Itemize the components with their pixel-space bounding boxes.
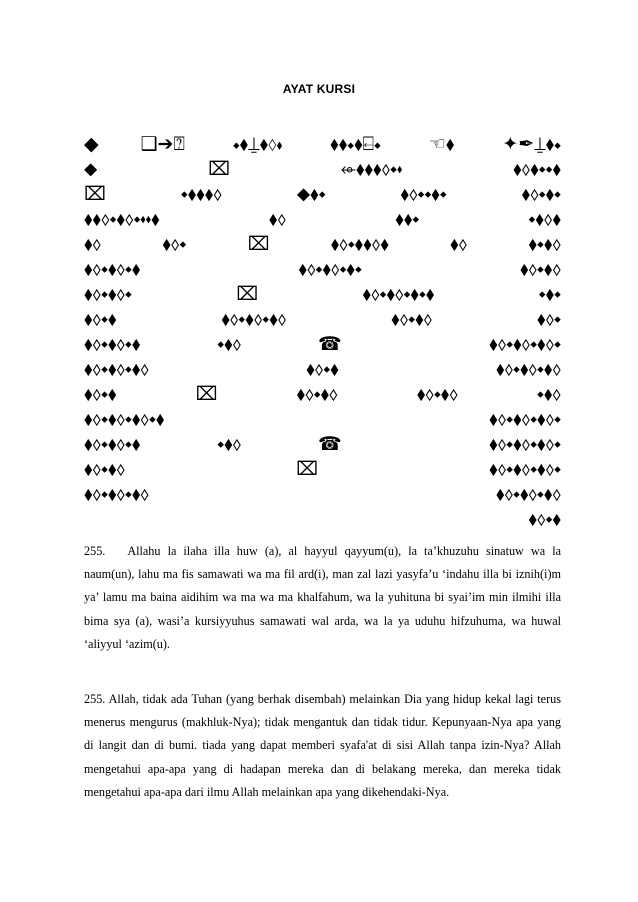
glyph-line: ⬧⬨⬩⬧⬨⬩⬧ ⬧⬨⬩⬧⬨⬩⬧⬩ ⬧⬨⬩⬧⬨ — [84, 258, 561, 280]
glyph-line: ⬥ ⌧ ⬰⬧⬧⬧⬨⬩⬪ ⬧⬨⬧⬩⬩⬧ — [84, 158, 561, 180]
glyph-line: ⬧⬨⬩⬧⬨ ⌧ ⬧⬨⬩⬧⬨⬩⬧⬨⬩ — [84, 458, 561, 480]
glyph-line: ⬧⬨⬩⬧ — [528, 508, 561, 530]
transliteration-text: Allahu la ilaha illa huw (a), al hayyul qayyum(u), la ta’khuzuhu sinatuw wa la naum(un), lahu ma fis samawati wa ma fil ard(i), man zal lazi yasyfa’u ‘indahu illa bi iznih(i)m ya’ lamu ma baina aidihim wa ma wa ma khalfahum, wa la yuhituna bi syai’im min ilmihi illa bima sya (a), wasi’a kursiyyuhus samawati wal arda, wa la ya uduhu hifzuhuma, wa huwal ‘aliyyul ‘azim(u). — [84, 544, 561, 651]
glyph-line: ◆❑➔⍰ ⬩⬧⍊⬧⬨⬪ ⬧⬧⬩⬧⍇⬩ ☜⬧ ✦✒⍊⬧⬩ — [84, 133, 561, 155]
page-title: AYAT KURSI — [282, 82, 356, 96]
arabic-glyph-block — [84, 132, 561, 532]
glyph-line: ⬧⬨⬩⬧⬨⬩⬧⬨⬩⬧ ⬧⬨⬩⬧⬨⬩⬧⬨⬩ — [84, 408, 561, 430]
glyph-line: ⬧⬨⬩⬧⬨⬩⬧⬨ ⬧⬨⬩⬧ ⬧⬨⬩⬧⬨⬩⬧⬨ — [84, 358, 561, 380]
verse-number: 255. — [84, 692, 106, 706]
glyph-line: ⬧⬧⬨⬩⬧⬨⬩⬪⬪⬧ ⬧⬨ ⬧⬧⬩ ⬩⬧⬨⬧ — [84, 208, 561, 230]
glyph-line: ⌧ ⬩⬧⬧⬧⬨ ⬥⬧⬩ ⬧⬨⬩⬩⬧⬩ ⬧⬨⬩⬧⬩ — [84, 183, 561, 205]
glyph-line: ⬧⬨⬩⬧⬨⬩⬧ ⬩⬧⬨ ☎ ⬧⬨⬩⬧⬨⬩⬧⬨⬩ — [84, 433, 561, 455]
glyph-line: ⬧⬨⬩⬧ ⬧⬨⬩⬧⬨⬩⬧⬨ ⬧⬨⬩⬧⬨ ⬧⬨⬩ — [84, 308, 561, 330]
glyph-line: ⬧⬨⬩⬧ ⌧ ⬧⬨⬩⬧⬨ ⬧⬨⬩⬧⬨ ⬩⬧⬨ — [84, 383, 561, 405]
glyph-line: ⬧⬨ ⬧⬨⬩ ⌧ ⬧⬨⬩⬧⬧⬨⬧ ⬧⬨ ⬧⬩⬧⬨ — [84, 233, 561, 255]
glyph-line: ⬧⬨⬩⬧⬨⬩⬧⬨ ⬧⬨⬩⬧⬨⬩⬧⬨ — [84, 483, 561, 505]
glyph-line: ⬧⬨⬩⬧⬨⬩ ⌧ ⬧⬨⬩⬧⬨⬩⬧⬩⬧ ⬩⬧⬩ — [84, 283, 561, 305]
glyph-line: ⬧⬨⬩⬧⬨⬩⬧ ⬩⬧⬨ ☎ ⬧⬨⬩⬧⬨⬩⬧⬨⬩ — [84, 333, 561, 355]
translation-text: Allah, tidak ada Tuhan (yang berhak disembah) melainkan Dia yang hidup kekal lagi terus menerus mengurus (makhluk-Nya); tidak mengantuk dan tidak tidur. Kepunyaan-Nya apa yang di langit dan di bumi. tiada yang dapat memberi syafa'at di sisi Allah tanpa izin-Nya? Allah mengetahui apa-apa yang di hadapan mereka dan di belakang mereka, dan mereka tidak mengetahui apa-apa dari ilmu Allah melainkan apa yang dikehendaki-Nya. — [84, 692, 561, 799]
translation-paragraph — [84, 688, 561, 804]
transliteration-paragraph — [84, 540, 561, 656]
verse-number: 255. — [84, 544, 106, 558]
